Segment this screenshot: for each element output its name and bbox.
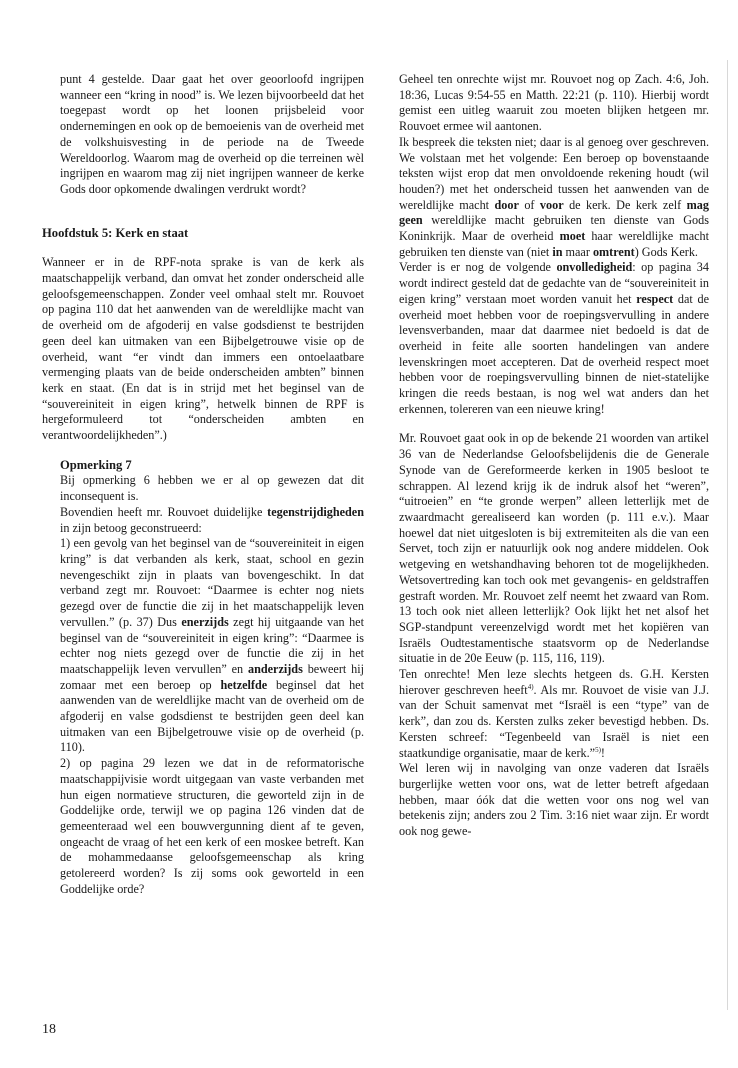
text-run: of bbox=[518, 197, 540, 212]
text-run: : op pagina 34 wordt indirect gesteld dat de gedachte van de “souvereiniteit in eigen kring” verstaan moet worden vanuit het bbox=[399, 260, 709, 306]
bold-term: hetzelfde bbox=[220, 677, 268, 692]
remark-point-1 bbox=[42, 536, 364, 756]
bold-term: enerzijds bbox=[181, 614, 229, 629]
bold-term: in bbox=[552, 244, 563, 259]
footnote-ref-5: 5) bbox=[595, 745, 601, 754]
text-run: wereldlijke macht gebruiken ten dienste van Gods Koninkrijk. Maar de overheid bbox=[399, 213, 709, 244]
bold-term: moet bbox=[559, 229, 586, 244]
bold-term: tegenstrijdigheden bbox=[267, 504, 364, 519]
right-paragraph-4: Mr. Rouvoet gaat ook in op de bekende 21 woorden van artikel 36 van de Nederlandse Geloofsbelijdenis die de Generale Synode van de Gereformeerde kerken in 1905 besloot te schrappen. Al lezend krijg ik de indruk alsof het “weren”, “uitroeien” en “te gronde werpen” alleen letterlijk met de zwaardmacht gerealiseerd kan worden (p. 111 e.v.). Maar hoewel dat niet uitgesloten is bij extremiteiten als die van een Servet, toch zijn er natuurlijk ook nog andere middelen. Ook wetgeving en wetshandhaving behoren tot de mogelijkheden. Wetsovertreding kan toch ook met gevangenis- en geldstraffen gestraft worden. Mr. Rouvoet zelf neemt het zwaard van Rom. 13 toch ook niet alleen letterlijk? Ook lijkt het net alsof het SGP-standpunt vereenzelvigd wordt met het kopiëren van Israëls Oudtestamentische staatsvorm op de Nederlandse situatie in de 20e Eeuw (p. 115, 116, 119). bbox=[399, 431, 709, 666]
text-run: . Als mr. Rouvoet de visie van J.J. van der Schuit samenvat met “Israël is een “type” van de kerk”, dan zou ds. Kersten zulks zeker bevestigd hebben. Ds. Kersten schreef: “Tegenbeeld van Israël is niet een staatkundige organisatie, maar de kerk.” bbox=[399, 682, 709, 760]
text-run: ! bbox=[600, 745, 605, 760]
right-paragraph-3 bbox=[399, 260, 709, 417]
page-number: 18 bbox=[42, 1022, 56, 1037]
text-run: zegt hij uitgaande van het beginsel van de “souvereiniteit in eigen kring”: “Daarmee is echter nog niets gezegd over de functie die zij in het maatschappelijk leven vervullen” en bbox=[60, 614, 364, 676]
bold-term: voor bbox=[539, 197, 564, 212]
text-run: Ik bespreek die teksten niet; daar is al genoeg over geschreven. We volstaan met het volgende: Een beroep op bovenstaande teksten wijst erop dat men onvoldoende rekening houdt (wil houden?) met het onderscheid tussen het aanwenden van de wereldlijke macht bbox=[399, 134, 709, 212]
bold-term: onvolledigheid bbox=[556, 260, 633, 275]
footnote-ref-4: 4) bbox=[527, 682, 534, 691]
bold-term: anderzijds bbox=[247, 661, 303, 676]
right-column bbox=[399, 72, 709, 840]
text-run: beginsel dat het aanwenden van de wereldlijke macht van de overheid om de afgoderij en valse godsdienst te bestrijden geen deel kan uitmaken van een Bijbelgetrouwe visie op de overheid (p. 110). bbox=[60, 677, 364, 755]
text-run: Ten onrechte! Men leze slechts hetgeen ds. G.H. Kersten hierover geschreven heeft bbox=[399, 667, 709, 697]
right-paragraph-6: Wel leren wij in navolging van onze vaderen dat Israëls burgerlijke wetten voor ons, wat de letter betreft afgedaan hebben, maar óók dat die wetten voor ons nog wel van betekenis zijn; anders zou 2 Tim. 3:16 niet waar zijn. Er wordt ook nog gewe- bbox=[399, 761, 709, 839]
text-run: de kerk. De kerk zelf bbox=[563, 197, 687, 212]
left-paragraph-1: punt 4 gestelde. Daar gaat het over geoorloofd ingrijpen wanneer een “kring in nood” is. We lezen bijvoorbeeld dat het toegepast wordt op het loonen prijsbeleid voor ondernemingen en ook op de bemoeienis van de overheid met de volkshuisvesting in de periode na de Tweede Wereldoorlog. Waarom mag de overheid op die terreinen wèl ingrijpen en waarom mag zij niet ingrijpen wanneer de kerke Gods door opkomende dwalingen verdrukt wordt? bbox=[60, 72, 364, 196]
text-run: dat de overheid moet hebben voor de roepingsvervulling in andere levensverbanden, maar dat daarmee niet bedoeld is dat de overheid in feite alle soorten handelingen van andere levenskringen moet accepteren. Dat de overheid respect moet hebben voor de roepingsvervulling binnen de niet-statelijke kringen die reeds bestaan, is nog wel wat anders dan het erkennen, tolereren van een nieuwe kring! bbox=[399, 291, 709, 416]
text-run: ) Gods Kerk. bbox=[634, 244, 698, 259]
left-column bbox=[42, 72, 364, 897]
text-run: maar bbox=[562, 244, 593, 259]
text-run: in zijn betoog geconstrueerd: bbox=[60, 520, 202, 535]
right-paragraph-5 bbox=[399, 667, 709, 761]
chapter-heading: Hoofdstuk 5: Kerk en staat bbox=[42, 225, 189, 240]
bold-term: mag geen bbox=[399, 197, 709, 228]
remark-paragraph-2 bbox=[42, 505, 364, 536]
text-run: haar wereldlijke macht gebruiken ten dienste van (niet bbox=[399, 229, 710, 259]
text-run: Verder is er nog de volgende bbox=[399, 260, 557, 275]
left-paragraph-2: Wanneer er in de RPF-nota sprake is van de kerk als maatschappelijk verband, dan omvat het zonder onderscheid alle geloofsgemeenschappen. Zonder veel omhaal stelt mr. Rouvoet op pagina 110 dat het aanwenden van de wereldlijke macht van de overheid om de afgoderij en valse godsdienst te bestrijden geen deel kan uitmaken van een Bijbelgetrouwe visie op de overheid, want “er vindt dan immers een ontoelaatbare vermenging plaats van de beide onderscheiden ambten” binnen kerk en staat. (En dat is in strijd met het beginsel van de “souvereiniteit in eigen kring”, hetwelk binnen de RPF is hergeformuleerd tot “onderscheiden ambten en verantwoordelijkheden”.) bbox=[42, 255, 364, 443]
remark-point-2: 2) op pagina 29 lezen we dat in de reformatorische maatschappijvisie wordt uitgegaan van vaste verbanden met hun eigen normatieve structuren, die geworteld zijn in de Goddelijke orde, terwijl we op pagina 126 vinden dat de gemeenteraad wel een bouwvergunning dient af te geven, ongeacht de vraag of het een kerk of een moskee betreft. Kan de mohammedaanse geloofsgemeenschap als kring getolereerd worden? Is zij soms ook geworteld in een Goddelijke orde? bbox=[60, 756, 364, 896]
right-paragraph-2 bbox=[399, 135, 709, 261]
remark-paragraph-1: Bij opmerking 6 hebben we er al op gewezen dat dit inconsequent is. bbox=[60, 473, 364, 504]
right-paragraph-1: Geheel ten onrechte wijst mr. Rouvoet nog op Zach. 4:6, Joh. 18:36, Lucas 9:54-55 en Matth. 22:21 (p. 110). Hierbij wordt gemist een uitleg waaruit zou moeten blijken hetgeen mr. Rouvoet ermee wil aantonen. bbox=[399, 72, 709, 134]
text-run: beweert hij zomaar met een beroep op bbox=[60, 661, 364, 692]
bold-term: omtrent bbox=[592, 244, 635, 259]
text-run: Bovendien heeft mr. Rouvoet duidelijke bbox=[60, 504, 268, 519]
page-edge-line bbox=[727, 60, 728, 1010]
text-run: 1) een gevolg van het beginsel van de “souvereiniteit in eigen kring” is dat verbanden als kerk, staat, school en gezin nevengeschikt zijn in plaats van bovengeschikt. In dat verband zegt mr. Rouvoet: “Daarmee is echter nog niets gezegd over de functie die zij in het maatschappelijk leven vervullen.” (p. 37) Dus bbox=[60, 536, 364, 629]
remark-title: Opmerking 7 bbox=[60, 457, 132, 472]
bold-term: respect bbox=[636, 291, 674, 306]
bold-term: door bbox=[494, 197, 519, 212]
